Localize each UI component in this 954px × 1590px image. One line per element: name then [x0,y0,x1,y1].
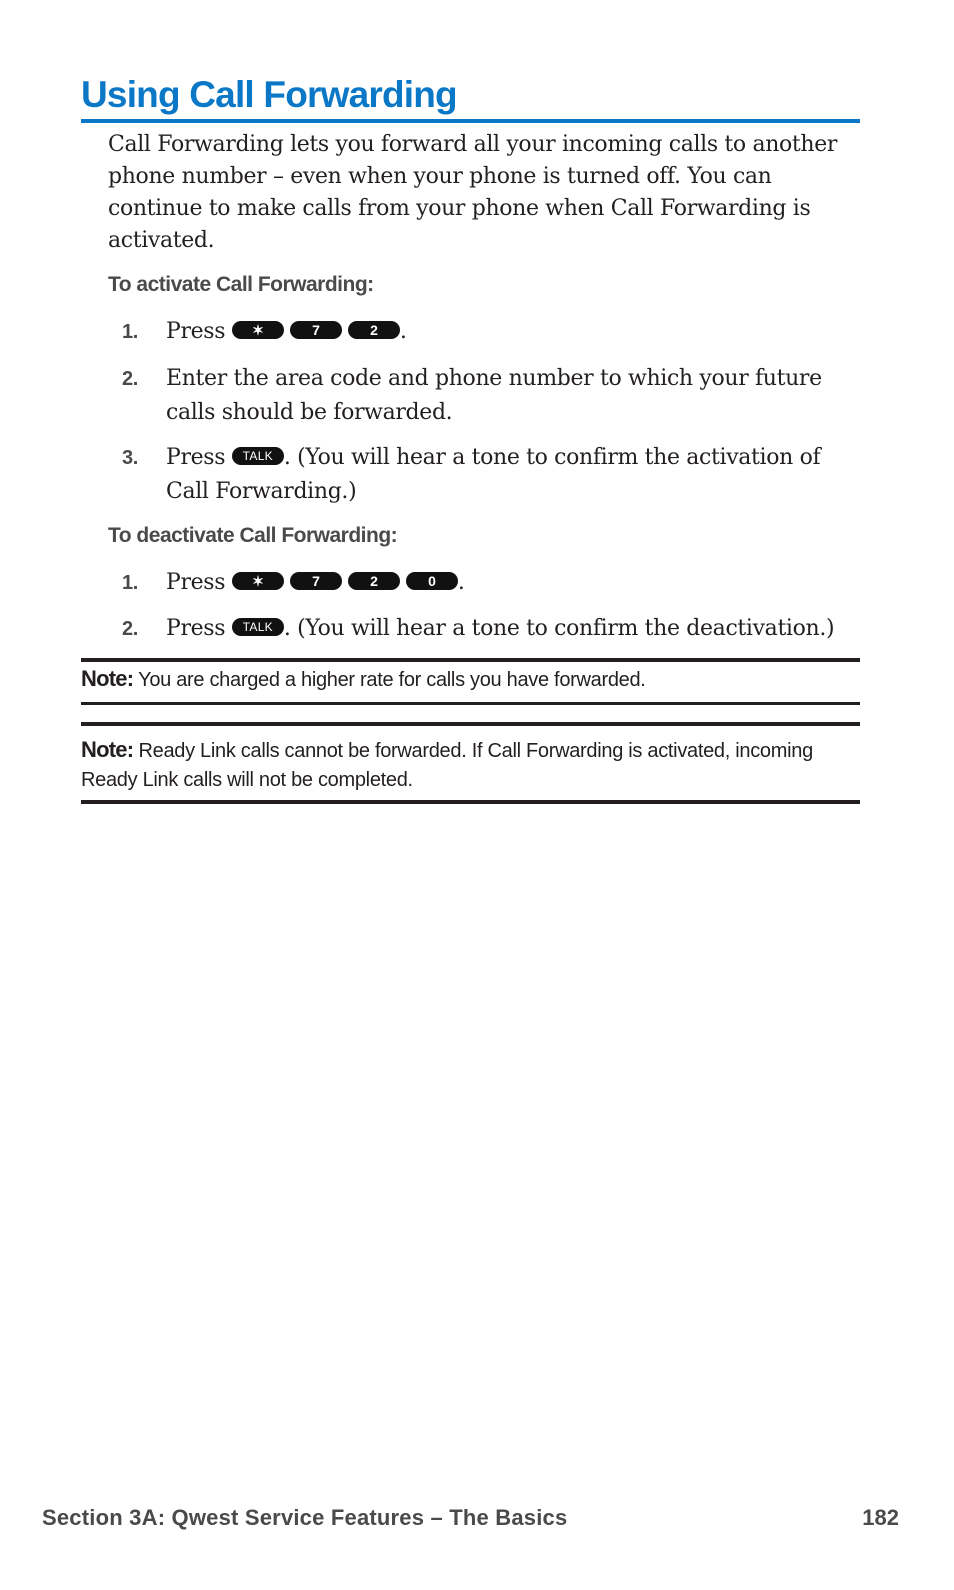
talk-key-icon: TALK [232,447,284,465]
step-text: Enter the area code and phone number to which your future calls should be forwarded. [166,366,822,425]
two-key-icon: 2 [348,572,400,590]
press-label: Press [166,319,226,344]
step-text [166,566,852,600]
seven-key-icon: 7 [290,572,342,590]
note-text: Ready Link calls cannot be forwarded. If Call Forwarding is activated, incoming Ready Link calls will not be completed. [81,740,813,791]
press-label: Press [166,616,226,641]
activate-step-2 [122,362,852,430]
star-key-icon: ✶ [232,321,284,339]
step-number: 2. [122,368,138,390]
step-number: 1. [122,321,138,343]
note-label: Note: [81,737,134,762]
seven-key-icon: 7 [290,321,342,339]
step-number: 2. [122,618,138,640]
note-divider [81,702,860,705]
note-label: Note: [81,666,134,691]
note-box [81,664,860,695]
deactivate-step-2 [122,612,852,646]
footer-section: Section 3A: Qwest Service Features – The Basics [42,1505,568,1530]
deactivate-step-1 [122,566,852,600]
step-text [166,612,852,646]
press-label: Press [166,570,226,595]
step-suffix: . [399,319,407,344]
note-divider [81,800,860,804]
step-suffix: . (You will hear a tone to confirm the activation of Call Forwarding.) [166,445,821,504]
page-number: 182 [862,1505,899,1530]
step-number: 1. [122,572,138,594]
star-key-icon: ✶ [232,572,284,590]
step-suffix: . [457,570,465,595]
activate-heading: To activate Call Forwarding: [108,273,374,296]
note-divider [81,722,860,726]
activate-step-3 [122,441,852,509]
note-text: You are charged a higher rate for calls you have forwarded. [133,669,646,691]
step-text [166,315,852,349]
deactivate-heading: To deactivate Call Forwarding: [108,524,398,547]
press-label: Press [166,445,226,470]
step-suffix: . (You will hear a tone to confirm the deactivation.) [283,616,835,641]
intro-paragraph: Call Forwarding lets you forward all your incoming calls to another phone number – even when your phone is turned off. You can continue to make calls from your phone when Call Forwarding is activated. [108,132,838,253]
step-text [166,441,852,509]
talk-key-icon: TALK [232,618,284,636]
note-box [81,735,860,795]
zero-key-icon: 0 [406,572,458,590]
note-divider [81,658,860,662]
two-key-icon: 2 [348,321,400,339]
activate-step-1 [122,315,852,349]
step-number: 3. [122,447,138,469]
page-title: Using Call Forwarding [81,72,860,123]
